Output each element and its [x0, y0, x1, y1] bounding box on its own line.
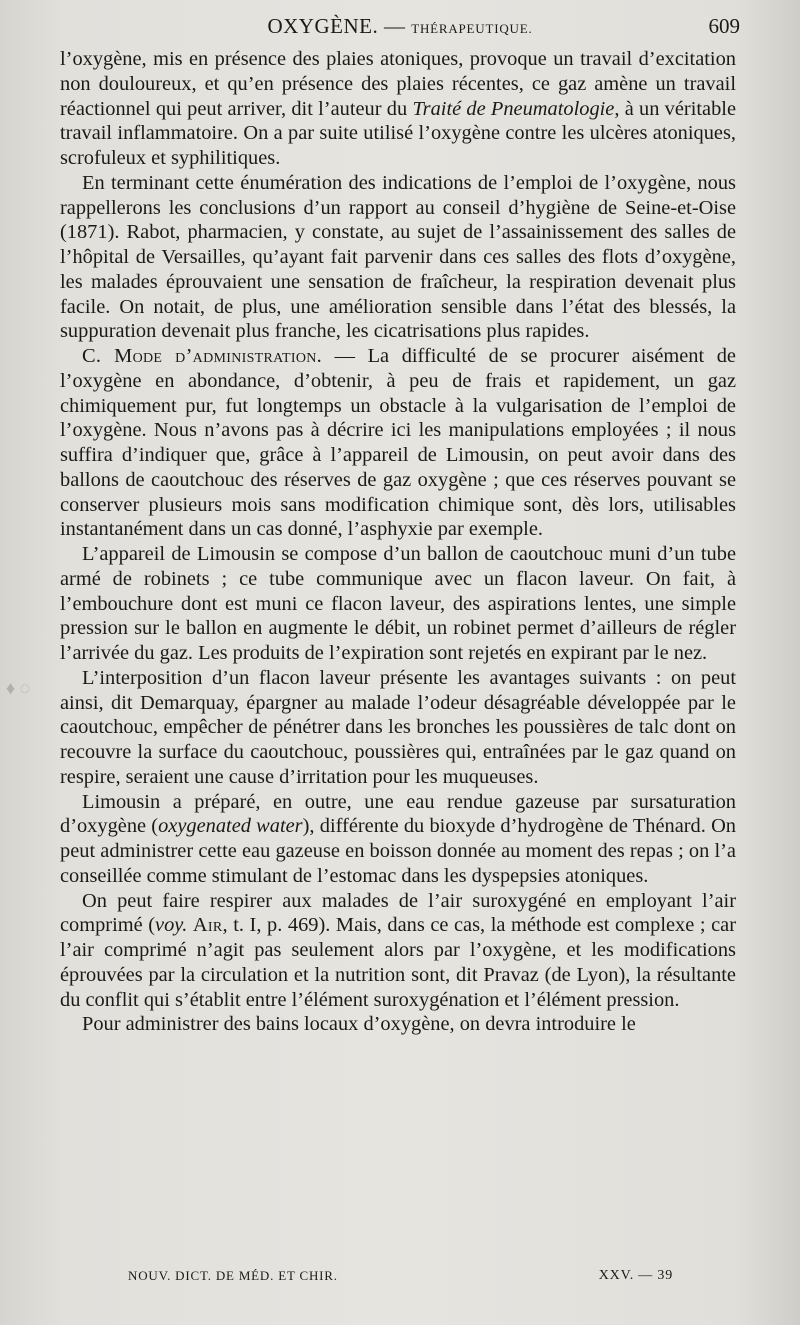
running-head: [60, 14, 740, 44]
paragraph-4: L’appareil de Limousin se compose d’un ballon de caoutchouc muni d’un tube armé de robinets ; ce tube communique avec un flacon laveur. On fait, à l’embouchure dont est muni ce flacon laveur, des aspirations lentes, une simple pression sur le ballon en augmente le débit, un robinet permet d’ailleurs de régler l’arrivée du gaz. Les produits de l’expiration sont rejetés en expirant par le nez.: [60, 543, 736, 664]
paragraph-1-text-2: , à un véritable travail inflammatoire. On a par suite utilisé l’oxygène contre les ulcères atoniques, scrofuleux et syphilitiques.: [60, 97, 736, 169]
paragraph-3: [60, 344, 736, 542]
paragraph-3-text: — La difficulté de se procurer aisément de l’oxygène en abondance, d’obtenir, à peu de frais et rapidement, un gaz chimiquement pur, fut longtemps un obstacle à la vulgarisation de l’emploi de l’oxygène. Nous n’avons pas à décrire ici les manipulations employées ; il nous suffira d’indiquer que, grâce à l’appareil de Limousin, on peut avoir dans des ballons de caoutchouc des réserves de gaz oxygène ; que ces réserves pouvant se conserver plusieurs mois sans modification chimique sont, dès lors, utilisables instantanément dans un cas donné, l’asphyxie par exemple.: [60, 345, 736, 541]
paragraph-7-text-1: On peut faire respirer aux malades de l’air suroxygéné en employant l’air comprimé (: [60, 889, 736, 937]
paragraph-7: [60, 889, 736, 1013]
header-title: OXYGÈNE.: [267, 14, 379, 38]
paragraph-7-italic: voy.: [155, 914, 188, 937]
header-subtitle: THÉRAPEUTIQUE.: [411, 21, 533, 36]
paragraph-6: [60, 790, 736, 889]
paragraph-7-smallcaps: Air: [192, 914, 223, 937]
body-text: [60, 47, 736, 1037]
paragraph-1-text-1: l’oxygène, mis en présence des plaies atoniques, provoque un travail d’excitation non douloureux, et qu’en présence des plaies récentes, ce gaz amène un travail réactionnel qui peut arriver, dit l’auteur du: [60, 48, 736, 120]
header-separator: —: [378, 14, 412, 38]
footer-signature: XXV. — 39: [598, 1268, 673, 1283]
paragraph-6-text-1: Limousin a préparé, en outre, une eau rendue gazeuse par sursaturation d’oxygène (: [60, 790, 736, 838]
paragraph-2: En terminant cette énumération des indications de l’emploi de l’oxygène, nous rappellerons les conclusions d’un rapport au conseil d’hygiène de Seine-et-Oise (1871). Rabot, pharmacien, y constate, au sujet de l’assainissement des salles de l’hôpital de Versailles, qu’ayant fait parvenir dans ces salles des flots d’oxygène, les malades éprouvaient une sensation de fraîcheur, la respiration devenait plus facile. On notait, de plus, une amélioration sensible dans l’état des blessés, la suppuration devenait plus franche, les cicatrisations plus rapides.: [60, 171, 736, 343]
paragraph-8: Pour administrer des bains locaux d’oxygène, on devra introduire le: [82, 1013, 636, 1036]
section-heading: C. Mode d’administration.: [82, 345, 323, 367]
page-footer: [128, 1268, 673, 1290]
paragraph-1: [60, 47, 736, 171]
paragraph-6-text-2: ), différente du bioxyde d’hydrogène de Thénard. On peut administrer cette eau gazeuse en boisson donnée au moment des repas ; on l’a conseillée comme stimulant de l’estomac dans les dyspepsies atoniques.: [60, 815, 737, 887]
footer-source: NOUV. DICT. DE MÉD. ET CHIR.: [128, 1268, 338, 1283]
paragraph-1-italic: Traité de Pneumatologie: [412, 97, 615, 120]
running-title: [60, 14, 740, 39]
paragraph-7-text-3: , t. I, p. 469). Mais, dans ce cas, la méthode est complexe ; car l’air comprimé n’agit pas seulement alors par l’oxygène, et les modifications éprouvées par la circulation et la nutrition sont, dit Pravaz (de Lyon), la résultante du conflit qui s’établit entre l’élément suroxygénation et l’élément pression.: [60, 914, 736, 1011]
margin-bleed-mark: ♦ ◌: [6, 678, 31, 698]
paragraph-5: L’interposition d’un flacon laveur présente les avantages suivants : on peut ainsi, dit Demarquay, épargner au malade l’odeur désagréable développée par le caoutchouc, empêcher de pénétrer dans les bronches les poussières de talc dont on recouvre la surface du caoutchouc, poussières qui, entraînées par le gaz quand on respire, seraient une cause d’irritation pour les muqueuses.: [60, 666, 736, 788]
paragraph-6-italic: oxygenated water: [158, 815, 303, 838]
page-number: 609: [708, 14, 740, 38]
